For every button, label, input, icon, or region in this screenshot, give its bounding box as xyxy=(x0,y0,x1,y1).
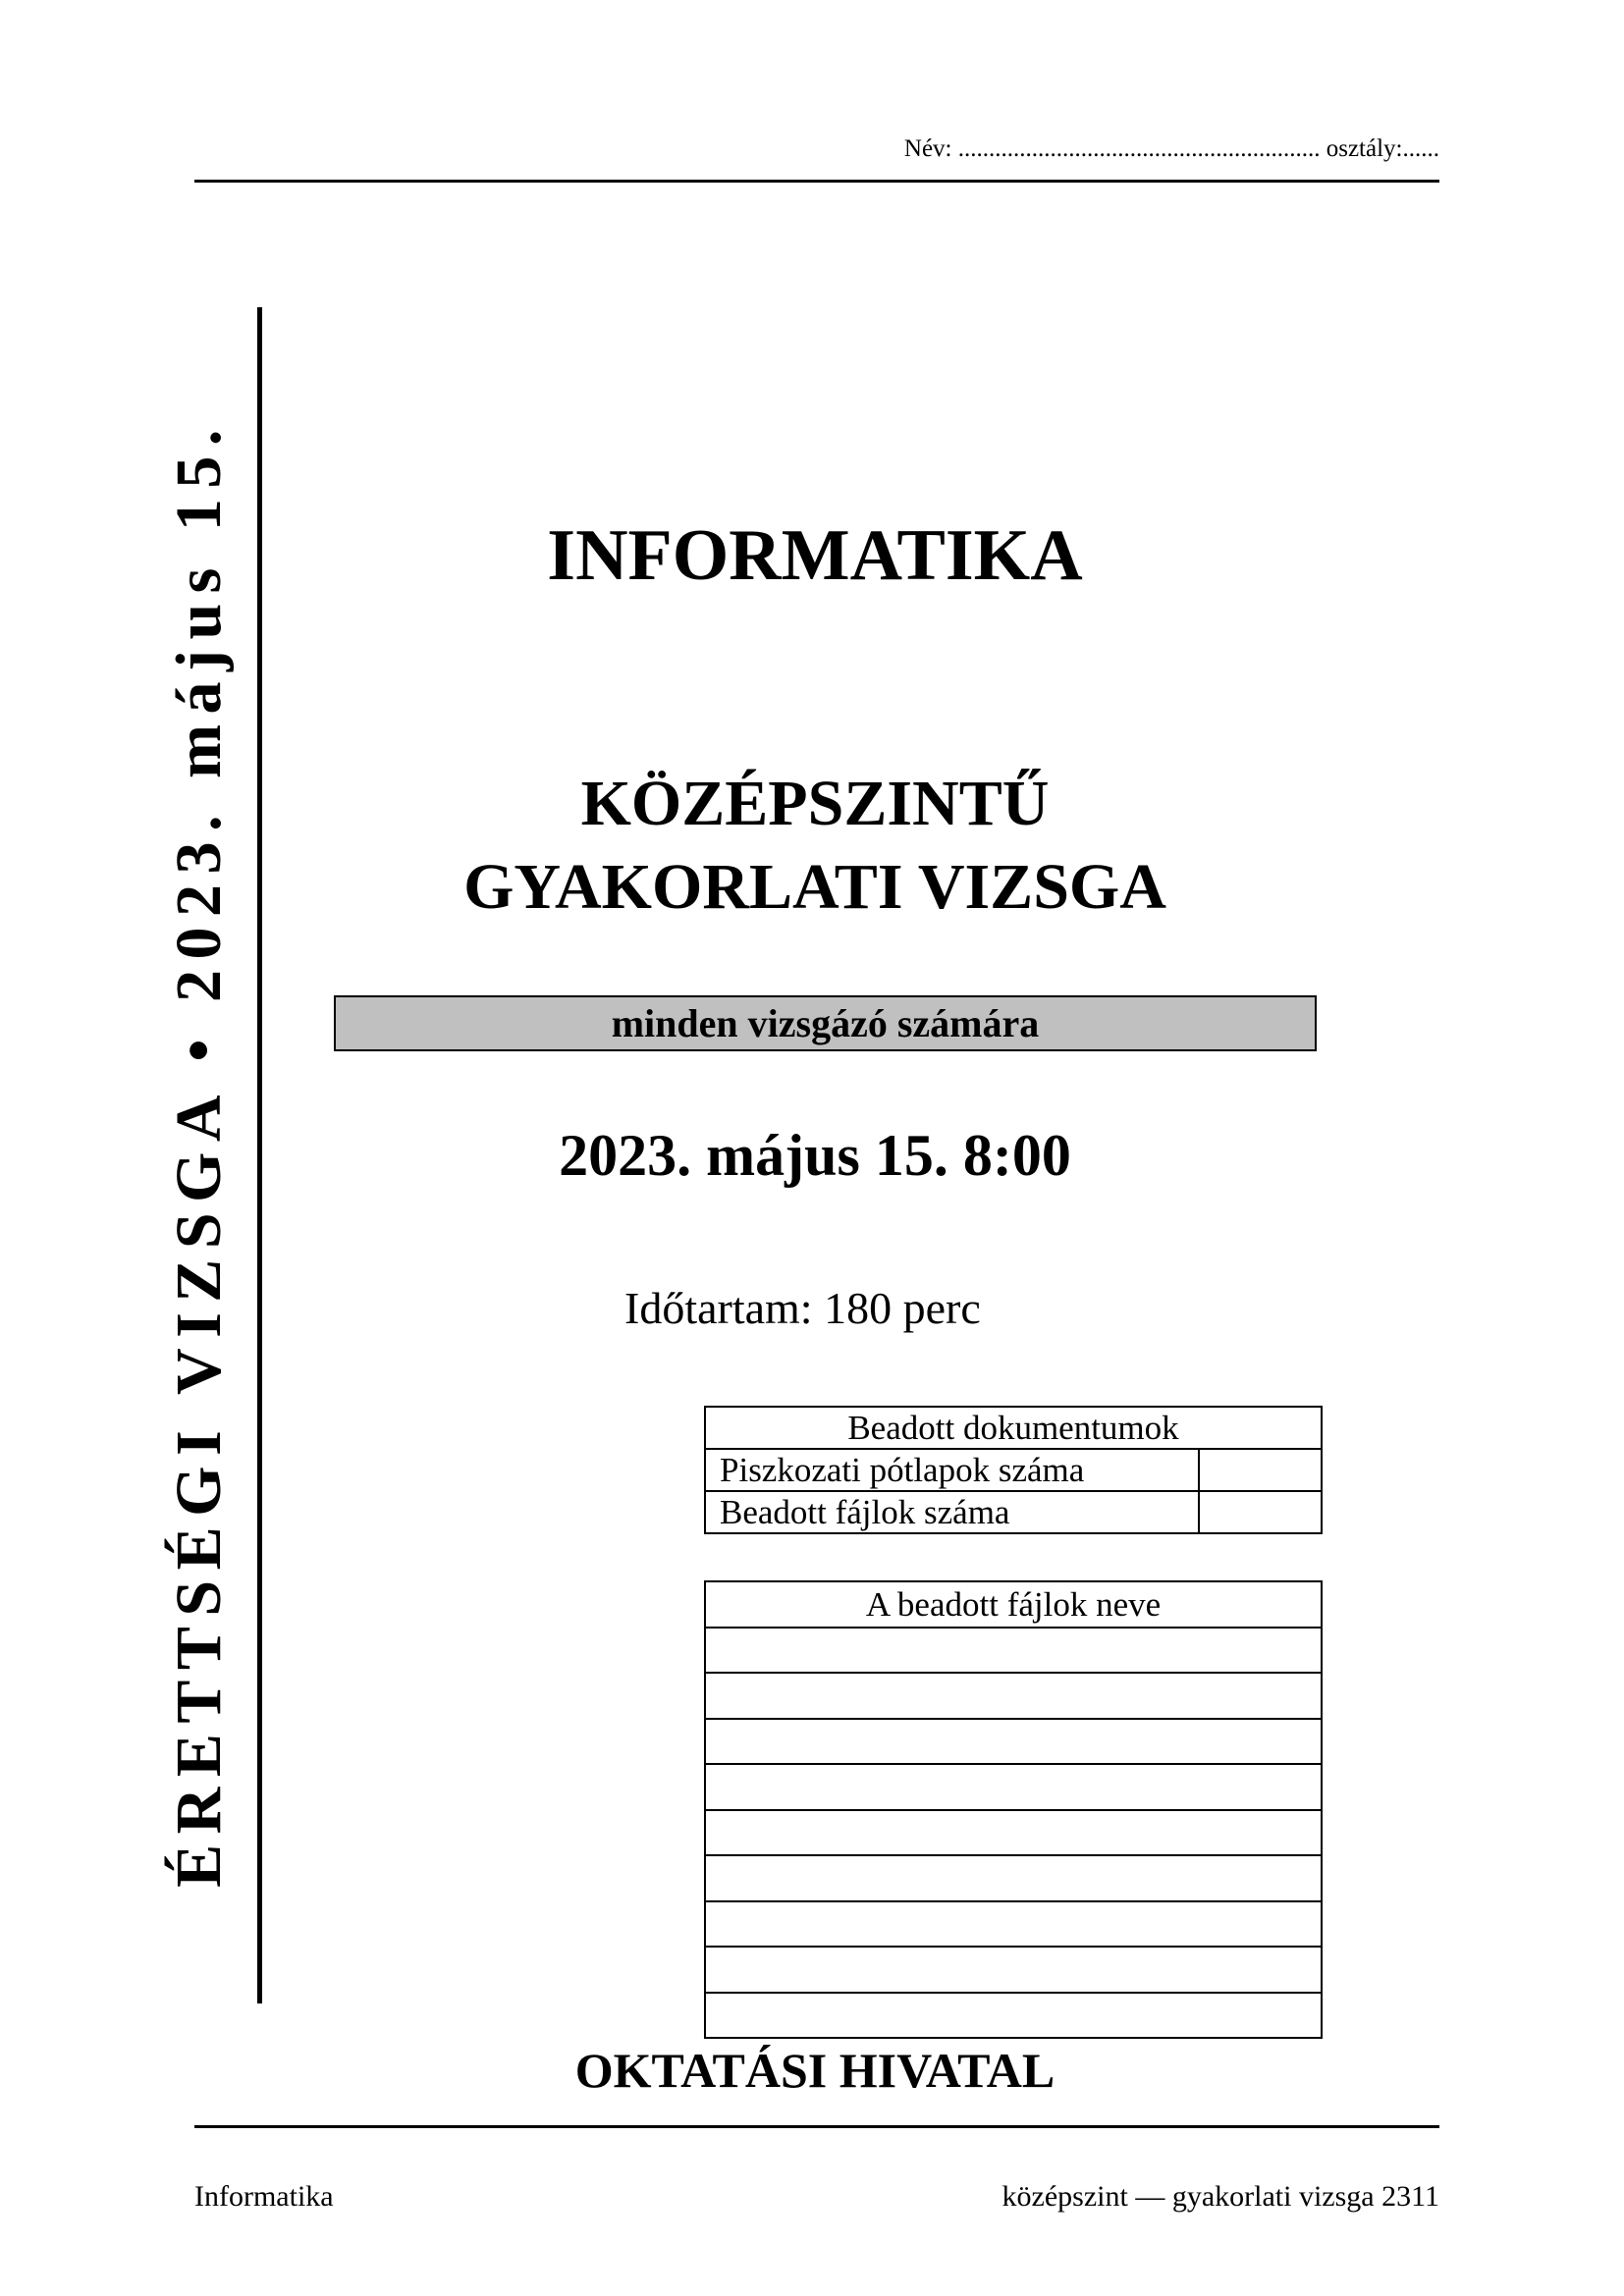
footer-subject: Informatika xyxy=(194,2180,334,2213)
spine-label xyxy=(145,309,253,1998)
table-row xyxy=(705,1628,1322,1674)
table-row xyxy=(705,1855,1322,1901)
table-header-row xyxy=(705,1581,1322,1628)
file-name-field[interactable] xyxy=(705,1810,1322,1856)
file-name-field[interactable] xyxy=(705,1855,1322,1901)
file-name-field[interactable] xyxy=(705,1719,1322,1765)
header-divider xyxy=(194,180,1439,183)
file-name-field[interactable] xyxy=(705,1764,1322,1810)
table-row xyxy=(705,1673,1322,1719)
file-name-field[interactable] xyxy=(705,1993,1322,2039)
file-names-header: A beadott fájlok neve xyxy=(705,1581,1322,1628)
table-row xyxy=(705,1764,1322,1810)
audience-banner xyxy=(334,995,1317,1051)
header-name-class-field: Név: ........................................................... osztály:...... xyxy=(903,135,1439,162)
table-row xyxy=(705,1491,1322,1533)
audience-text: minden vizsgázó számára xyxy=(611,1001,1040,1045)
file-name-field[interactable] xyxy=(705,1947,1322,1993)
table-row xyxy=(705,1449,1322,1491)
footer-exam-code: középszint — gyakorlati vizsga 2311 xyxy=(1001,2180,1439,2213)
institution-name: OKTATÁSI HIVATAL xyxy=(574,2043,1056,2098)
spine-divider xyxy=(257,307,262,2003)
scratch-sheets-label: Piszkozati pótlapok száma xyxy=(705,1449,1199,1491)
subject-title: INFORMATIKA xyxy=(547,515,1083,596)
exam-level-title: KÖZÉPSZINTŰ xyxy=(580,768,1050,839)
scratch-sheets-count-field[interactable] xyxy=(1199,1449,1322,1491)
submitted-file-names-table xyxy=(704,1580,1323,2039)
file-name-field[interactable] xyxy=(705,1901,1322,1948)
submitted-files-label: Beadott fájlok száma xyxy=(705,1491,1199,1533)
table-row xyxy=(705,1810,1322,1856)
file-name-field[interactable] xyxy=(705,1673,1322,1719)
table-row xyxy=(705,1947,1322,1993)
table-header-row xyxy=(705,1407,1322,1449)
exam-duration: Időtartam: 180 perc xyxy=(624,1283,981,1333)
exam-type-title: GYAKORLATI VIZSGA xyxy=(463,851,1166,923)
table-row xyxy=(705,1993,1322,2039)
exam-date: 2023. május 15. 8:00 xyxy=(559,1123,1071,1188)
table-row xyxy=(705,1719,1322,1765)
submitted-documents-header: Beadott dokumentumok xyxy=(705,1407,1322,1449)
footer-divider xyxy=(194,2125,1439,2128)
table-row xyxy=(705,1901,1322,1948)
submitted-files-count-field[interactable] xyxy=(1199,1491,1322,1533)
submitted-documents-table xyxy=(704,1406,1323,1534)
file-name-field[interactable] xyxy=(705,1628,1322,1674)
spine-text: ÉRETTSÉGI VIZSGA • 2023. május 15. xyxy=(163,419,235,1888)
